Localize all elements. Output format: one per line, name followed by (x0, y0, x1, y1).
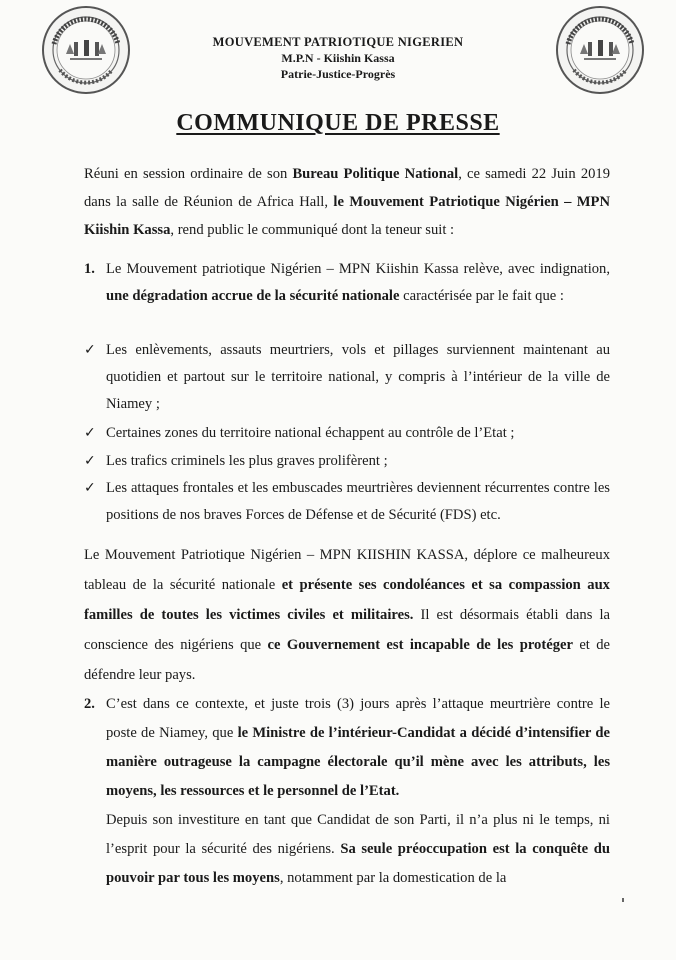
intro-text: Réuni en session ordinaire de son (84, 166, 293, 182)
intro-paragraph (84, 160, 610, 244)
org-abbrev: M.P.N - Kiishin Kassa (281, 51, 395, 65)
item-content (106, 690, 610, 893)
bullet-text: Les attaques frontales et les embuscades meurtrières deviennent récurrentes contre les positions de nos braves Forces de Défense et de Sécurité (FDS) etc. (106, 480, 610, 523)
condolence-paragraph (84, 540, 610, 690)
intro-bold: le Mouvement Patriotique Nigérien – MPN Kiishin Kassa (84, 194, 611, 238)
item-text: caractérisée par le fait que : (399, 288, 564, 304)
checkmark-icon: ✓ (84, 480, 96, 496)
numbered-item-2 (84, 690, 610, 893)
checkmark-icon: ✓ (84, 342, 96, 358)
para-bold: et présente ses condoléances et sa compassion aux familles de toutes les victimes civiles et militaires. (84, 577, 610, 623)
para-bold: ce Gouvernement est incapable de les protéger (267, 637, 573, 653)
checkmark-icon: ✓ (84, 425, 96, 441)
org-motto: Patrie-Justice-Progrès (280, 67, 396, 81)
list-item (84, 448, 610, 475)
item-content (106, 256, 610, 310)
para-text: Le Mouvement Patriotique Nigérien – MPN KIISHIN KASSA, déplore ce malheureux tableau de la sécurité nationale (84, 547, 610, 593)
item-number: 1. (84, 261, 95, 277)
document-title: COMMUNIQUE DE PRESSE (176, 110, 500, 136)
intro-bold: Bureau Politique National (292, 166, 459, 182)
org-name: MOUVEMENT PATRIOTIQUE NIGERIEN (212, 35, 464, 49)
item-bold: une dégradation accrue de la sécurité nationale (106, 288, 400, 304)
list-item (84, 420, 610, 447)
para-text: Il est désormais établi dans la conscience des nigériens que (84, 607, 611, 653)
checkmark-icon: ✓ (84, 453, 96, 469)
item-bold: le Ministre de l’intérieur-Candidat a décidé d’intensifier de manière outrageuse la campagne électorale qu’il mène avec les attributs, les moyens, les ressources et le personnel de l’Etat. (106, 725, 610, 799)
party-seal-icon (554, 4, 646, 96)
intro-text: , rend public le communiqué dont la teneur suit : (170, 222, 455, 238)
item-text: Le Mouvement patriotique Nigérien – MPN Kiishin Kassa relève, avec indignation, (106, 261, 610, 277)
org-header (150, 34, 526, 82)
item-bold: Sa seule préoccupation est la conquête du pouvoir par tous les moyens (106, 841, 610, 886)
numbered-item-1 (84, 256, 610, 310)
item-text: Depuis son investiture en tant que Candidat de son Parti, il n’a plus ni le temps, ni l’esprit pour la sécurité des nigériens. (106, 812, 610, 857)
bullet-text: Les trafics criminels les plus graves prolifèrent ; (106, 453, 388, 469)
item-number: 2. (84, 696, 95, 712)
party-seal-icon (40, 4, 132, 96)
list-item (84, 475, 610, 529)
para-text: et de défendre leur pays. (84, 637, 610, 683)
scan-speck (622, 898, 624, 902)
item-text: C’est dans ce contexte, et juste trois (3) jours après l’attaque meurtrière contre le poste de Niamey, que (106, 696, 610, 741)
item-text: , notamment par la domestication de la (279, 870, 507, 886)
intro-text: , ce samedi 22 Juin 2019 dans la salle de Réunion de Africa Hall, (84, 166, 611, 210)
bullet-text: Les enlèvements, assauts meurtriers, vols et pillages surviennent maintenant au quotidien et partout sur le territoire national, y compris à l’intérieur de la ville de Niamey ; (106, 342, 610, 412)
bullet-text: Certaines zones du territoire national échappent au contrôle de l’Etat ; (106, 425, 515, 441)
list-item (84, 337, 610, 418)
